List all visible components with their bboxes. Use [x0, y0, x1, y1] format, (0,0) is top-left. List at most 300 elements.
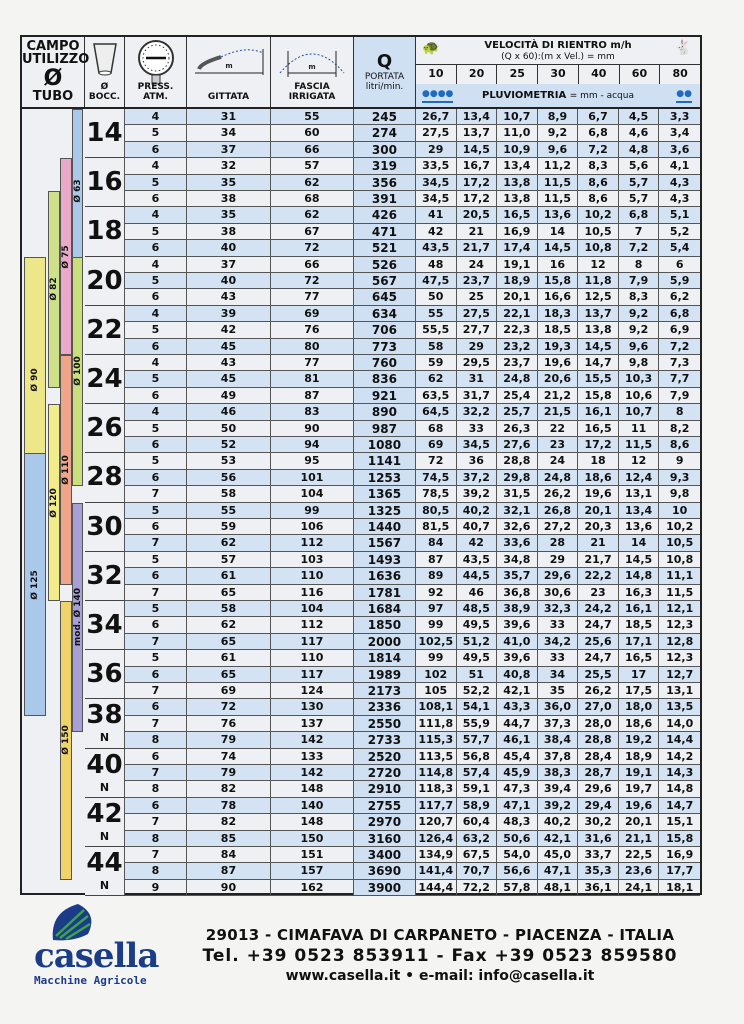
- pluviometria-cell-25: 28,8: [497, 453, 538, 468]
- gittata-cell: 69: [187, 683, 271, 698]
- pluviometria-cell-10: 99: [416, 617, 457, 632]
- pluviometria-cell-60: 8: [619, 257, 660, 272]
- pluviometria-cell-20: 57,4: [457, 765, 498, 780]
- pluviometria-cell-30: 48,1: [538, 880, 579, 895]
- pluviometria-cell-20: 48,5: [457, 601, 498, 616]
- pluviometria-cell-80: 4,3: [659, 175, 700, 190]
- fascia-cell: 62: [271, 175, 354, 190]
- pluviometria-cell-80: 10,5: [659, 535, 700, 550]
- pluviometria-cell-60: 11,5: [619, 437, 660, 452]
- pluviometria-cell-25: 32,1: [497, 503, 538, 518]
- pluviometria-cell-30: 39,2: [538, 798, 579, 813]
- pressure-cell: 4: [125, 306, 187, 321]
- nozzle-size: 22: [86, 314, 123, 345]
- pluviometria-cell-30: 14: [538, 224, 579, 239]
- speed-80: 80: [672, 67, 688, 80]
- pluviometria-cell-80: 7,3: [669, 356, 690, 369]
- pluviometria-cell-10: 84: [416, 535, 457, 550]
- nozzle-34: [85, 601, 125, 650]
- pluviometria-cell-80: 14,4: [659, 732, 700, 747]
- pluviometria-cell-25: 47,1: [497, 798, 538, 813]
- pluviometria-cell-40: 28,7: [578, 765, 619, 780]
- pluviometria-cell-40: 14,5: [578, 339, 619, 354]
- pluviometria-cell-60: 18,5: [619, 617, 660, 632]
- pluviometria-cell-80: 14,3: [659, 765, 700, 780]
- pluviometria-cell-10: 120,7: [416, 814, 457, 829]
- pluviometria-cell-25: 48,3: [497, 814, 538, 829]
- fascia-cell: 148: [271, 814, 354, 829]
- pluviometria-cell-30: 45,0: [538, 847, 579, 862]
- velocita-formula: (Q x 60):(m x Vel.) = mm: [501, 52, 615, 62]
- table-row: [85, 650, 700, 666]
- tubo-label: TUBO: [32, 89, 74, 104]
- table-row: [85, 781, 700, 797]
- brand-name: casella: [34, 936, 159, 976]
- pressure-cell: 6: [125, 240, 187, 255]
- fascia-meter-unit: m: [308, 63, 316, 71]
- pluviometria-cell-25: 40,8: [497, 667, 538, 682]
- pluviometria-cell-60: 14,5: [619, 552, 660, 567]
- pluviometria-cell-10: 78,5: [416, 486, 457, 501]
- pluviometria-cell-80: 5,1: [659, 207, 700, 222]
- nozzle-size: 44: [86, 848, 123, 878]
- pressure-cell: 5: [125, 371, 187, 386]
- pluviometria-cell-30: 40,2: [538, 814, 579, 829]
- pluviometria-cell-80: 7,9: [669, 388, 690, 402]
- fascia-cell: 104: [271, 601, 354, 616]
- pipe-range-63: [72, 109, 83, 273]
- portata-cell: 426: [354, 207, 416, 222]
- fascia-cell: 104: [271, 486, 354, 501]
- pluviometria-cell-60: 19,6: [619, 798, 660, 813]
- pluviometria-cell-25: 22,3: [497, 322, 538, 337]
- gittata-cell: 90: [187, 880, 271, 895]
- speed-values: [416, 64, 700, 85]
- pluviometria-cell-25: 13,4: [497, 158, 538, 173]
- pluviometria-cell-20: 36: [457, 453, 498, 468]
- bocc-phi: Ø: [100, 82, 109, 92]
- portata-cell: 2520: [354, 749, 416, 764]
- pluviometria-cell-10: 87: [416, 552, 457, 567]
- portata-cell: 1080: [354, 437, 416, 452]
- fascia-cell: 142: [271, 765, 354, 780]
- pluviometria-cell-80: 3,3: [659, 109, 700, 124]
- portata-cell: 2173: [354, 683, 416, 698]
- gittata-label: GITTATA: [207, 92, 250, 102]
- nozzle-32: [85, 552, 125, 601]
- nozzle-14: [85, 109, 125, 158]
- pluviometria-cell-60: 19,7: [619, 781, 660, 796]
- pluviometria-cell-25: 36,8: [497, 585, 538, 600]
- pluviometria-cell-60: 5,7: [619, 175, 660, 190]
- pluviometria-cell-40: 8,6: [578, 175, 619, 190]
- pluviometria-cell-20: 14,5: [457, 142, 498, 157]
- pluviometria-cell-25: 26,3: [497, 421, 538, 436]
- pluviometria-cell-80: 12,1: [659, 601, 700, 616]
- pluviometria-cell-40: 20,3: [578, 519, 619, 534]
- pressure-cell: 7: [125, 634, 187, 649]
- pluviometria-cell-80: 15,1: [666, 815, 694, 829]
- table-header: [22, 37, 700, 109]
- fascia-cell: 117: [271, 667, 354, 682]
- pluviometria-cell-80: 4,1: [669, 159, 690, 173]
- pluviometria-cell-30: 29,6: [538, 568, 579, 583]
- pipe-range-mod140: [72, 503, 83, 733]
- nozzle-size: 30: [86, 511, 123, 542]
- pressure-cell: 4: [125, 404, 187, 419]
- nozzle-n-mark: N: [99, 879, 110, 892]
- nozzle-size: 42: [86, 798, 123, 829]
- pluviometria-cell-10: 89: [416, 568, 457, 583]
- table-row: [85, 568, 700, 584]
- heavy-rain-icon: ●●●●: [422, 87, 453, 103]
- pluviometria-cell-20: 54,1: [457, 699, 498, 714]
- speed-60: 60: [620, 64, 661, 84]
- pluviometria-cell-10: 115,3: [416, 732, 457, 747]
- gittata-cell: 37: [187, 142, 271, 157]
- pipe-range-label: Ø 63: [72, 179, 83, 203]
- portata-cell: 760: [354, 355, 416, 370]
- pluviometria-cell-40: 18,6: [578, 470, 619, 485]
- fascia-cell: 80: [271, 339, 354, 354]
- table-row: [85, 109, 700, 125]
- pluviometria-cell-40: 20,1: [578, 503, 619, 518]
- pluviometria-cell-80: 7,2: [659, 339, 700, 354]
- table-row: [85, 470, 700, 486]
- fascia-cell: 110: [271, 568, 354, 583]
- pipe-range-label: Ø 125: [30, 569, 40, 600]
- fascia-cell: 106: [271, 519, 354, 534]
- gittata-cell: 72: [187, 699, 271, 714]
- pluviometria-cell-30: 35: [538, 683, 579, 698]
- pluviometria-cell-40: 13,8: [578, 322, 619, 337]
- pressure-cell: 7: [125, 486, 187, 501]
- table-row: [85, 831, 700, 847]
- pressure-gauge-icon: [136, 39, 176, 87]
- pipe-range-120: [48, 404, 60, 601]
- pluviometria-cell-10: 69: [416, 437, 457, 452]
- fascia-cell: 150: [271, 831, 354, 846]
- brand-tagline: Macchine Agricole: [34, 974, 147, 987]
- gittata-cell: 58: [187, 601, 271, 616]
- pluviometria-cell-60: 7,2: [619, 240, 660, 255]
- header-campo-utilizzo: [22, 37, 90, 107]
- fascia-cell: 137: [271, 716, 354, 731]
- pressure-cell: 7: [125, 716, 187, 731]
- pluviometria-cell-60: 20,1: [619, 814, 660, 829]
- pluviometria-cell-40: 17,2: [578, 437, 619, 452]
- pluviometria-cell-60: 13,4: [619, 503, 660, 518]
- pluviometria-cell-20: 59,1: [457, 781, 498, 796]
- pipe-range-label: Ø 110: [61, 455, 71, 485]
- pressure-cell: 5: [125, 503, 187, 518]
- pluviometria-cell-20: 70,7: [457, 863, 498, 878]
- pressure-cell: 8: [125, 863, 187, 878]
- pluviometria-cell-80: 14,7: [659, 798, 700, 813]
- pluviometria-cell-10: 26,7: [416, 109, 457, 124]
- portata-cell: 1636: [354, 568, 416, 583]
- pluviometria-cell-60: 14,8: [619, 568, 660, 583]
- pluviometria-cell-20: 46: [457, 585, 498, 600]
- pipe-range-75: [60, 158, 72, 355]
- pluviometria-cell-25: 31,5: [497, 486, 538, 501]
- pluviometria-cell-60: 5,6: [619, 158, 660, 173]
- pluviometria-cell-80: 9,3: [659, 470, 700, 485]
- fascia-cell: 72: [271, 273, 354, 288]
- pluviometria-cell-10: 126,4: [416, 831, 457, 846]
- pipe-range-82: [48, 191, 60, 388]
- pressure-cell: 7: [125, 683, 187, 698]
- pluviometria-cell-60: 24,1: [619, 880, 660, 895]
- pluviometria-cell-30: 37,3: [538, 716, 579, 731]
- pluviometria-cell-40: 8,6: [578, 191, 619, 206]
- table-row: [85, 388, 700, 404]
- pipe-range-150: [60, 601, 72, 880]
- pluviometria-cell-80: 12,8: [659, 634, 700, 649]
- pressure-cell: 5: [125, 322, 187, 337]
- fascia-cell: 83: [271, 404, 354, 419]
- pluviometria-cell-25: 41,0: [497, 634, 538, 649]
- portata-cell: 987: [354, 421, 416, 436]
- portata-cell: 521: [354, 240, 416, 255]
- pluviometria-cell-80: 15,8: [659, 831, 700, 846]
- pressure-cell: 5: [125, 273, 187, 288]
- pluviometria-cell-60: 22,5: [619, 847, 660, 862]
- pluviometria-cell-25: 46,1: [497, 732, 538, 747]
- nozzle-16: [85, 158, 125, 207]
- pluviometria-cell-40: 21,7: [578, 552, 619, 567]
- pluviometria-cell-20: 51,2: [457, 634, 498, 649]
- pressure-cell: 9: [125, 880, 187, 895]
- fascia-cell: 112: [271, 535, 354, 550]
- pluviometria-cell-30: 21,2: [538, 388, 579, 403]
- portata-cell: 2336: [354, 699, 416, 714]
- fascia-cell: 55: [271, 109, 354, 124]
- portata-cell: 1684: [354, 601, 416, 616]
- pluviometria-cell-30: 19,3: [538, 339, 579, 354]
- fascia-cell: 69: [271, 306, 354, 321]
- footer: [20, 900, 702, 1010]
- pipe-range-label: mod. Ø 140: [72, 588, 83, 647]
- light-rain-icon: ●●: [676, 87, 692, 103]
- pluviometria-cell-30: 37,8: [538, 749, 579, 764]
- table-row: [85, 486, 700, 502]
- pluviometria-cell-20: 56,8: [457, 749, 498, 764]
- pluviometria-cell-10: 92: [416, 585, 457, 600]
- gittata-cell: 50: [187, 421, 271, 436]
- pressure-cell: 4: [125, 158, 187, 173]
- gittata-cell: 62: [187, 617, 271, 632]
- pluviometria-cell-25: 33,6: [497, 535, 538, 550]
- table-row: [85, 732, 700, 748]
- portata-cell: 3400: [354, 847, 416, 862]
- pluviometria-cell-40: 16,5: [578, 421, 619, 436]
- pluviometria-cell-80: 12,3: [666, 651, 694, 665]
- pluviometria-cell-10: 34,5: [416, 191, 457, 206]
- gittata-cell: 62: [187, 535, 271, 550]
- campo-label: CAMPO: [26, 39, 80, 54]
- pluviometria-cell-20: 55,9: [457, 716, 498, 731]
- pluviometria-cell-10: 43,5: [416, 240, 457, 255]
- pressure-cell: 5: [125, 552, 187, 567]
- pluviometria-cell-40: 15,5: [578, 371, 619, 386]
- pluviometria-cell-60: 10,3: [619, 371, 660, 386]
- pluviometria-cell-40: 16,1: [578, 404, 619, 419]
- nozzle-size: 40: [86, 749, 123, 780]
- pluviometria-cell-60: 13,6: [619, 519, 660, 534]
- pluviometria-cell-40: 12: [578, 257, 619, 272]
- pluviometria-cell-30: 33: [538, 650, 579, 665]
- pluviometria-cell-20: 24: [457, 257, 498, 272]
- pluviometria-cell-30: 34,2: [538, 634, 579, 649]
- portata-cell: 3690: [354, 863, 416, 878]
- nozzle-20: [85, 257, 125, 306]
- throw-arc-icon: [191, 43, 267, 83]
- pluviometria-cell-30: 21,5: [538, 404, 579, 419]
- pipe-range-100: [72, 257, 83, 487]
- pluviometria-cell-25: 39,6: [497, 650, 538, 665]
- pluviometria-cell-10: 105: [416, 683, 457, 698]
- pluviometria-cell-40: 12,5: [578, 289, 619, 304]
- pluviometria-cell-20: 17,2: [457, 191, 498, 206]
- pluviometria-cell-60: 4,5: [619, 109, 660, 124]
- pluviometria-cell-25: 34,8: [497, 552, 538, 567]
- gittata-cell: 61: [187, 568, 271, 583]
- gittata-cell: 61: [187, 650, 271, 665]
- nozzle-size: 26: [86, 413, 123, 444]
- pluviometria-cell-20: 21: [457, 224, 498, 239]
- pluviometria-cell-25: 18,9: [497, 273, 538, 288]
- pluviometria-cell-10: 47,5: [416, 273, 457, 288]
- pluviometria-cell-60: 18,0: [619, 699, 660, 714]
- pluviometria-cell-20: 51: [457, 667, 498, 682]
- pluviometria-cell-60: 17,5: [619, 683, 660, 698]
- pluviometria-cell-20: 20,5: [457, 207, 498, 222]
- pluviometria-cell-20: 40,2: [457, 503, 498, 518]
- table-row: [85, 749, 700, 765]
- portata-cell: 319: [354, 158, 416, 173]
- pluviometria-cell-40: 10,5: [578, 224, 619, 239]
- pipe-range-label: Ø 120: [49, 487, 59, 518]
- gittata-cell: 78: [187, 798, 271, 813]
- portata-cell: 706: [354, 322, 416, 337]
- table-row: [85, 847, 700, 863]
- table-row: [85, 634, 700, 650]
- pluviometria-cell-40: 6,7: [578, 109, 619, 124]
- table-row: [85, 601, 700, 617]
- fascia-cell: 117: [271, 634, 354, 649]
- portata-label: PORTATA: [364, 72, 405, 82]
- pluviometria-cell-80: 6,2: [669, 290, 690, 304]
- pluviometria-cell-25: 19,1: [497, 257, 538, 272]
- pressure-label: PRESS. ATM.: [137, 82, 174, 102]
- pluviometria-cell-80: 13,5: [659, 699, 700, 714]
- fascia-cell: 101: [271, 470, 354, 485]
- pluviometria-cell-20: 33: [457, 421, 498, 436]
- pluviometria-cell-80: 10: [659, 503, 700, 518]
- pluviometria-cell-60: 21,1: [619, 831, 660, 846]
- pluviometria-cell-60: 10,7: [619, 404, 660, 419]
- pluviometria-cell-20: 34,5: [457, 437, 498, 452]
- portata-cell: 1253: [354, 470, 416, 485]
- nozzle-size: 14: [86, 118, 123, 148]
- gittata-cell: 84: [187, 847, 271, 862]
- pluviometria-cell-40: 28,4: [578, 749, 619, 764]
- pluviometria-cell-20: 27,7: [457, 322, 498, 337]
- web-email[interactable]: www.casella.it • e-mail: info@casella.it: [285, 968, 595, 984]
- pluviometria-cell-60: 13,1: [619, 486, 660, 501]
- speed-25: 25: [497, 64, 538, 84]
- gittata-cell: 35: [187, 175, 271, 190]
- table-row: [85, 453, 700, 469]
- table-row: [85, 519, 700, 535]
- pressure-cell: 6: [125, 699, 187, 714]
- pluviometria-cell-80: 3,6: [659, 142, 700, 157]
- pressure-cell: 7: [125, 847, 187, 862]
- pluviometria-cell-10: 102: [416, 667, 457, 682]
- pressure-cell: 4: [125, 355, 187, 370]
- pluviometria-cell-40: 30,2: [578, 814, 619, 829]
- pressure-cell: 6: [125, 470, 187, 485]
- pluviometria-cell-20: 31: [457, 371, 498, 386]
- portata-cell: 921: [354, 388, 416, 403]
- pluviometria-cell-80: 17,7: [659, 863, 700, 878]
- pluviometria-cell-30: 33: [538, 617, 579, 632]
- nozzle-size: 32: [86, 560, 123, 591]
- sprinkler-performance-table: [20, 35, 702, 895]
- fascia-cell: 68: [271, 191, 354, 206]
- gittata-cell: 43: [187, 355, 271, 370]
- table-row: [85, 257, 700, 273]
- table-row: [85, 421, 700, 437]
- gittata-cell: 65: [187, 667, 271, 682]
- pluviometria-cell-25: 45,9: [497, 765, 538, 780]
- pluviometria-cell-25: 44,7: [497, 716, 538, 731]
- nozzle-30: [85, 503, 125, 552]
- pluviometria-cell-10: 59: [416, 355, 457, 370]
- gittata-cell: 79: [187, 765, 271, 780]
- pluviometria-cell-30: 22: [538, 421, 579, 436]
- pluviometria-cell-30: 23: [538, 437, 579, 452]
- fascia-cell: 157: [271, 863, 354, 878]
- pluviometria-cell-30: 11,5: [538, 175, 579, 190]
- pluviometria-cell-25: 10,7: [497, 109, 538, 124]
- portata-cell: 1325: [354, 503, 416, 518]
- table-row: [85, 306, 700, 322]
- rabbit-icon: 🐇: [674, 40, 692, 56]
- pluviometria-cell-80: 7,7: [659, 371, 700, 386]
- fascia-cell: 62: [271, 207, 354, 222]
- pressure-cell: 8: [125, 781, 187, 796]
- pluviometria-cell-25: 16,5: [497, 207, 538, 222]
- pluviometria-cell-25: 11,0: [497, 125, 538, 140]
- pluviometria-cell-10: 48: [416, 257, 457, 272]
- pluviometria-cell-20: 21,7: [457, 240, 498, 255]
- pluviometria-cell-40: 7,2: [578, 142, 619, 157]
- pluviometria-cell-20: 57,7: [457, 732, 498, 747]
- header-gittata: [187, 37, 271, 107]
- portata-cell: 634: [354, 306, 416, 321]
- gittata-cell: 55: [187, 503, 271, 518]
- pluviometria-cell-60: 18,9: [619, 749, 660, 764]
- pluviometria-cell-30: 11,5: [538, 191, 579, 206]
- pressure-cell: 4: [125, 257, 187, 272]
- pluviometria-cell-25: 50,6: [497, 831, 538, 846]
- pluviometria-cell-40: 22,2: [578, 568, 619, 583]
- gittata-cell: 46: [187, 404, 271, 419]
- fascia-cell: 72: [271, 240, 354, 255]
- pressure-cell: 7: [125, 535, 187, 550]
